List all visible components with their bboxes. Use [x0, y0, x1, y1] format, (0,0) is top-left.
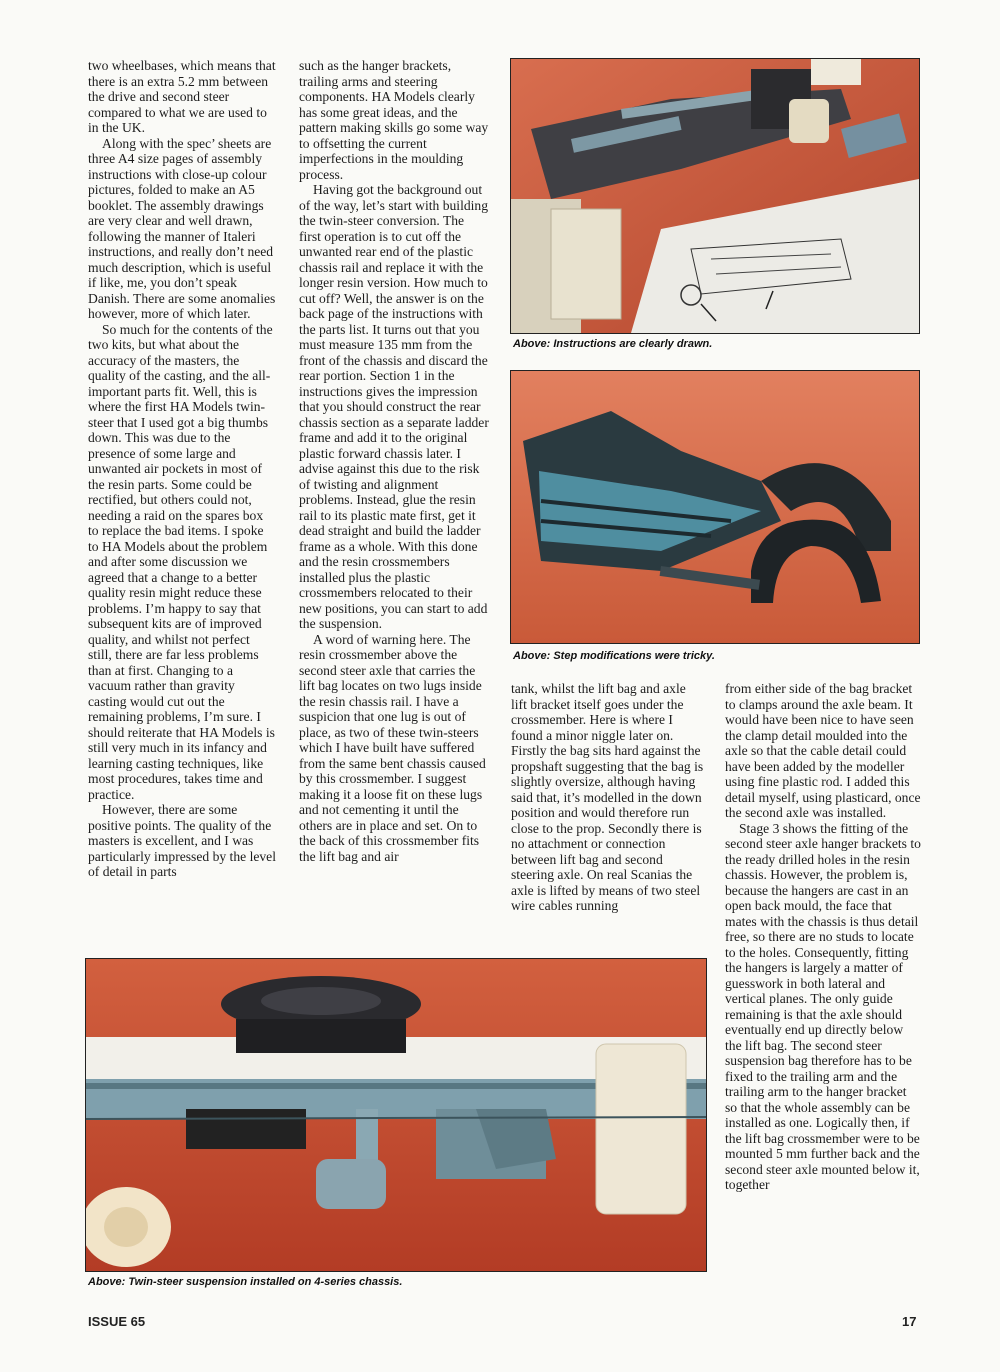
- issue-label: ISSUE 65: [88, 1314, 146, 1329]
- step-modification-photo: [510, 370, 920, 644]
- col3-paragraph: tank, whilst the lift bag and axle lift bracket itself goes under the crossmember. Here is where I found a minor niggle later on. Firstly the bag sits hard against the propshaft suggesting that the bag is slightly oversize, although having said that, it’s modelled in the down position and would therefore run close to the prop. Secondly there is no attachment or connection between lift bag and second steering axle. On real Scanias the axle is lifted by means of two steel wire cables running: [511, 681, 704, 913]
- col1-paragraph: So much for the contents of the two kits, but what about the accuracy of the masters, the quality of the casting, and the all-important parts fit. Well, this is where the first HA Models twin-steer that I used got a big thumbs down. This was due to the presence of some large and unwanted air pockets in most of the resin parts. Some could be rectified, but others could not, needing a raid on the spares box to replace the bad items. I spoke to HA Models about the problem and after some discussion we agreed that a change to a better quality resin might reduce these problems. I’m happy to say that subsequent kits are of improved quality, and whilst not perfect still, there are far less problems than at first. Changing to a vacuum rather than gravity casting would cut out the remaining problems, I’m sure. I should reiterate that HA Models is still very much in its infancy and learning casting techniques, like most procedures, takes time and practice.: [88, 321, 275, 802]
- col2-paragraph: A word of warning here. The resin crossmember above the second steer axle that carries the lift bag locates on two lugs inside the resin chassis rail. I have a suspicion that one lug is out of place, as two of these twin-steers which I have built have suffered from the same bent chassis caused by this crossmember. I suggest making it a loose fit on these lugs and not cementing it until the others are in place and set. On to the back of this crossmember fits the lift bag and air: [299, 631, 486, 864]
- instructions-caption: Above: Instructions are clearly drawn.: [513, 338, 713, 350]
- text-column-4: [725, 681, 921, 1193]
- col2-paragraph: Having got the background out of the way, let’s start with building the twin-steer conversion. The first operation is to cut off the unwanted rear end of the plastic chassis rail and replace it with the longer resin version. How much to cut off? Well, the answer is on the back page of the instructions with the parts list. It turns out that you must measure 135 mm from the front of the chassis and discard the rear portion. Section 1 in the instructions gives the impression that you should construct the rear chassis section as a separate ladder frame and add it to the original plastic forward chassis later. I advise against this due to the risk of twisting and alignment problems. Instead, glue the resin rail to its plastic mate first, get it dead straight and build the ladder frame as a whole. With this done and the resin crossmembers installed plus the plastic crossmembers relocated to their new positions, you can start to add the suspension.: [299, 182, 489, 631]
- col1-paragraph: Along with the spec’ sheets are three A4 size pages of assembly instructions with close-up colour pictures, folded to make an A5 booklet. The assembly drawings are very clear and well drawn, following the manner of Italeri instructions, and really don’t need much description, which is useful if like, me, you don’t speak Danish. There are some anomalies however, more of which later.: [88, 135, 276, 321]
- col1-paragraph: However, there are some positive points. The quality of the masters is excellent, and I was particularly impressed by the level of detail in parts: [88, 802, 276, 879]
- col4-paragraph: Stage 3 shows the fitting of the second steer axle hanger brackets to the ready drilled holes in the resin chassis. However, the problem is, because the hangers are cast in an open back mould, the face that mates with the chassis is thus detail free, so there are no studs to locate to the holes. Consequently, fitting the hangers is largely a matter of guesswork in both lateral and vertical planes. The only guide remaining is that the axle should eventually end up directly below the lift bag. The second steer suspension bag therefore has to be fixed to the trailing arm and the trailing arm to the hanger bracket so that the whole assembly can be installed as one. Logically then, if the lift bag crossmember were to be mounted 5 mm further back and the second steer axle mounted below it, together: [725, 820, 921, 1192]
- instructions-photo: [510, 58, 920, 334]
- text-column-2: [299, 58, 489, 864]
- text-column-1: [88, 58, 276, 880]
- twin-steer-suspension-photo: [85, 958, 707, 1272]
- col4-paragraph: from either side of the bag bracket to clamps around the axle beam. It would have been nice to have seen the clamp detail moulded into the axle so that the cable detail could have been added by the modeller using fine plastic rod. I added this detail myself, using plasticard, once the second axle was installed.: [725, 681, 921, 820]
- col1-paragraph: two wheelbases, which means that there is an extra 5.2 mm between the drive and second steer compared to what we are used to in the UK.: [88, 58, 276, 135]
- twin-steer-suspension-caption: Above: Twin-steer suspension installed on 4-series chassis.: [88, 1276, 403, 1288]
- step-modification-caption: Above: Step modifications were tricky.: [513, 650, 715, 662]
- text-column-3: [511, 681, 705, 914]
- page-number: 17: [902, 1314, 917, 1329]
- col2-paragraph: such as the hanger brackets, trailing arms and steering components. HA Models clearly has some great ideas, and the pattern making skills go some way to offsetting the current imperfections in the moulding process.: [299, 58, 489, 182]
